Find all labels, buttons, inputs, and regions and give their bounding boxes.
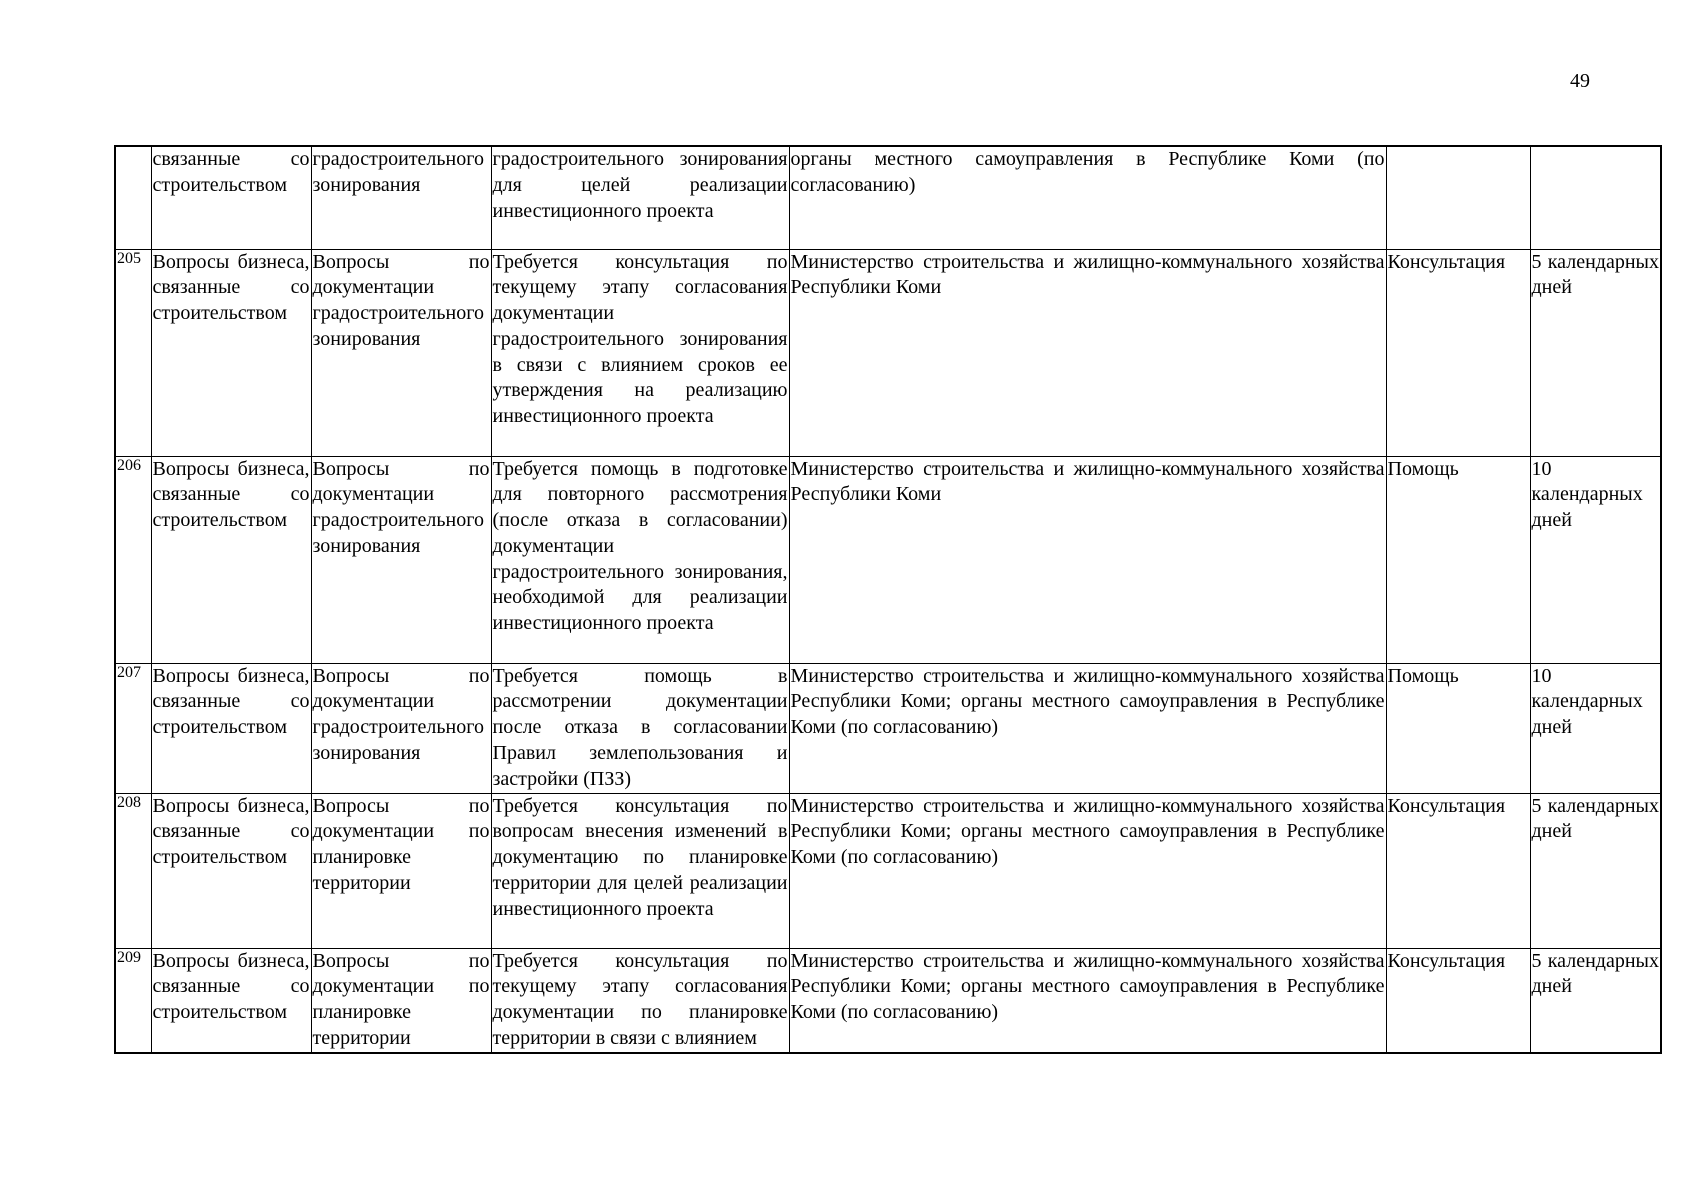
- support-type-cell: Помощь: [1386, 663, 1530, 793]
- support-type-cell: Консультация: [1386, 793, 1530, 948]
- organization-cell: Министерство строительства и жилищно-коммунального хозяйства Республики Коми: [789, 456, 1386, 663]
- term-cell: 5 календарных дней: [1530, 249, 1661, 456]
- table-row: [115, 146, 1661, 249]
- row-number: 207: [115, 663, 151, 793]
- subtopic-cell: Вопросы по документации по планировке территории: [311, 793, 491, 948]
- organization-cell: Министерство строительства и жилищно-коммунального хозяйства Республики Коми; органы местного самоуправления в Республике Коми (по согласованию): [789, 793, 1386, 948]
- table-row: [115, 948, 1661, 1053]
- row-number: 208: [115, 793, 151, 948]
- subtopic-cell: Вопросы по документации по планировке территории: [311, 948, 491, 1053]
- table-row: [115, 663, 1661, 793]
- description-cell: Требуется консультация по вопросам внесения изменений в документацию по планировке территории для целей реализации инвестиционного проекта: [491, 793, 789, 948]
- organization-cell: Министерство строительства и жилищно-коммунального хозяйства Республики Коми; органы местного самоуправления в Республике Коми (по согласованию): [789, 663, 1386, 793]
- table-row: [115, 249, 1661, 456]
- description-cell: Требуется помощь в рассмотрении документации после отказа в согласовании Правил землепользования и застройки (ПЗЗ): [491, 663, 789, 793]
- organization-cell: Министерство строительства и жилищно-коммунального хозяйства Республики Коми: [789, 249, 1386, 456]
- table-row: [115, 456, 1661, 663]
- subtopic-cell: Вопросы по документации градостроительного зонирования: [311, 456, 491, 663]
- term-cell: 10 календарных дней: [1530, 456, 1661, 663]
- description-cell: Требуется консультация по текущему этапу согласования документации градостроительного зонирования в связи с влиянием сроков ее утверждения на реализацию инвестиционного проекта: [491, 249, 789, 456]
- term-cell: 5 календарных дней: [1530, 948, 1661, 1053]
- organization-cell: Министерство строительства и жилищно-коммунального хозяйства Республики Коми; органы местного самоуправления в Республике Коми (по согласованию): [789, 948, 1386, 1053]
- row-number: 206: [115, 456, 151, 663]
- support-type-cell: [1386, 146, 1530, 249]
- topic-cell: Вопросы бизнеса, связанные со строительством: [151, 456, 311, 663]
- topic-cell: Вопросы бизнеса, связанные со строительством: [151, 663, 311, 793]
- topic-cell: связанные со строительством: [151, 146, 311, 249]
- subtopic-cell: Вопросы по документации градостроительного зонирования: [311, 249, 491, 456]
- row-number: [115, 146, 151, 249]
- table-row: [115, 793, 1661, 948]
- term-cell: 10 календарных дней: [1530, 663, 1661, 793]
- description-cell: Требуется консультация по текущему этапу согласования документации по планировке территории в связи с влиянием: [491, 948, 789, 1053]
- term-cell: 5 календарных дней: [1530, 793, 1661, 948]
- description-cell: Требуется помощь в подготовке для повторного рассмотрения (после отказа в согласовании) документации градостроительного зонирования, необходимой для реализации инвестиционного проекта: [491, 456, 789, 663]
- services-table: [114, 145, 1662, 1054]
- topic-cell: Вопросы бизнеса, связанные со строительством: [151, 249, 311, 456]
- row-number: 209: [115, 948, 151, 1053]
- topic-cell: Вопросы бизнеса, связанные со строительством: [151, 948, 311, 1053]
- subtopic-cell: градостроительного зонирования: [311, 146, 491, 249]
- page-number: 49: [1570, 70, 1590, 92]
- support-type-cell: Консультация: [1386, 948, 1530, 1053]
- term-cell: [1530, 146, 1661, 249]
- row-number: 205: [115, 249, 151, 456]
- description-cell: градостроительного зонирования для целей реализации инвестиционного проекта: [491, 146, 789, 249]
- support-type-cell: Помощь: [1386, 456, 1530, 663]
- organization-cell: органы местного самоуправления в Республике Коми (по согласованию): [789, 146, 1386, 249]
- subtopic-cell: Вопросы по документации градостроительного зонирования: [311, 663, 491, 793]
- support-type-cell: Консультация: [1386, 249, 1530, 456]
- topic-cell: Вопросы бизнеса, связанные со строительством: [151, 793, 311, 948]
